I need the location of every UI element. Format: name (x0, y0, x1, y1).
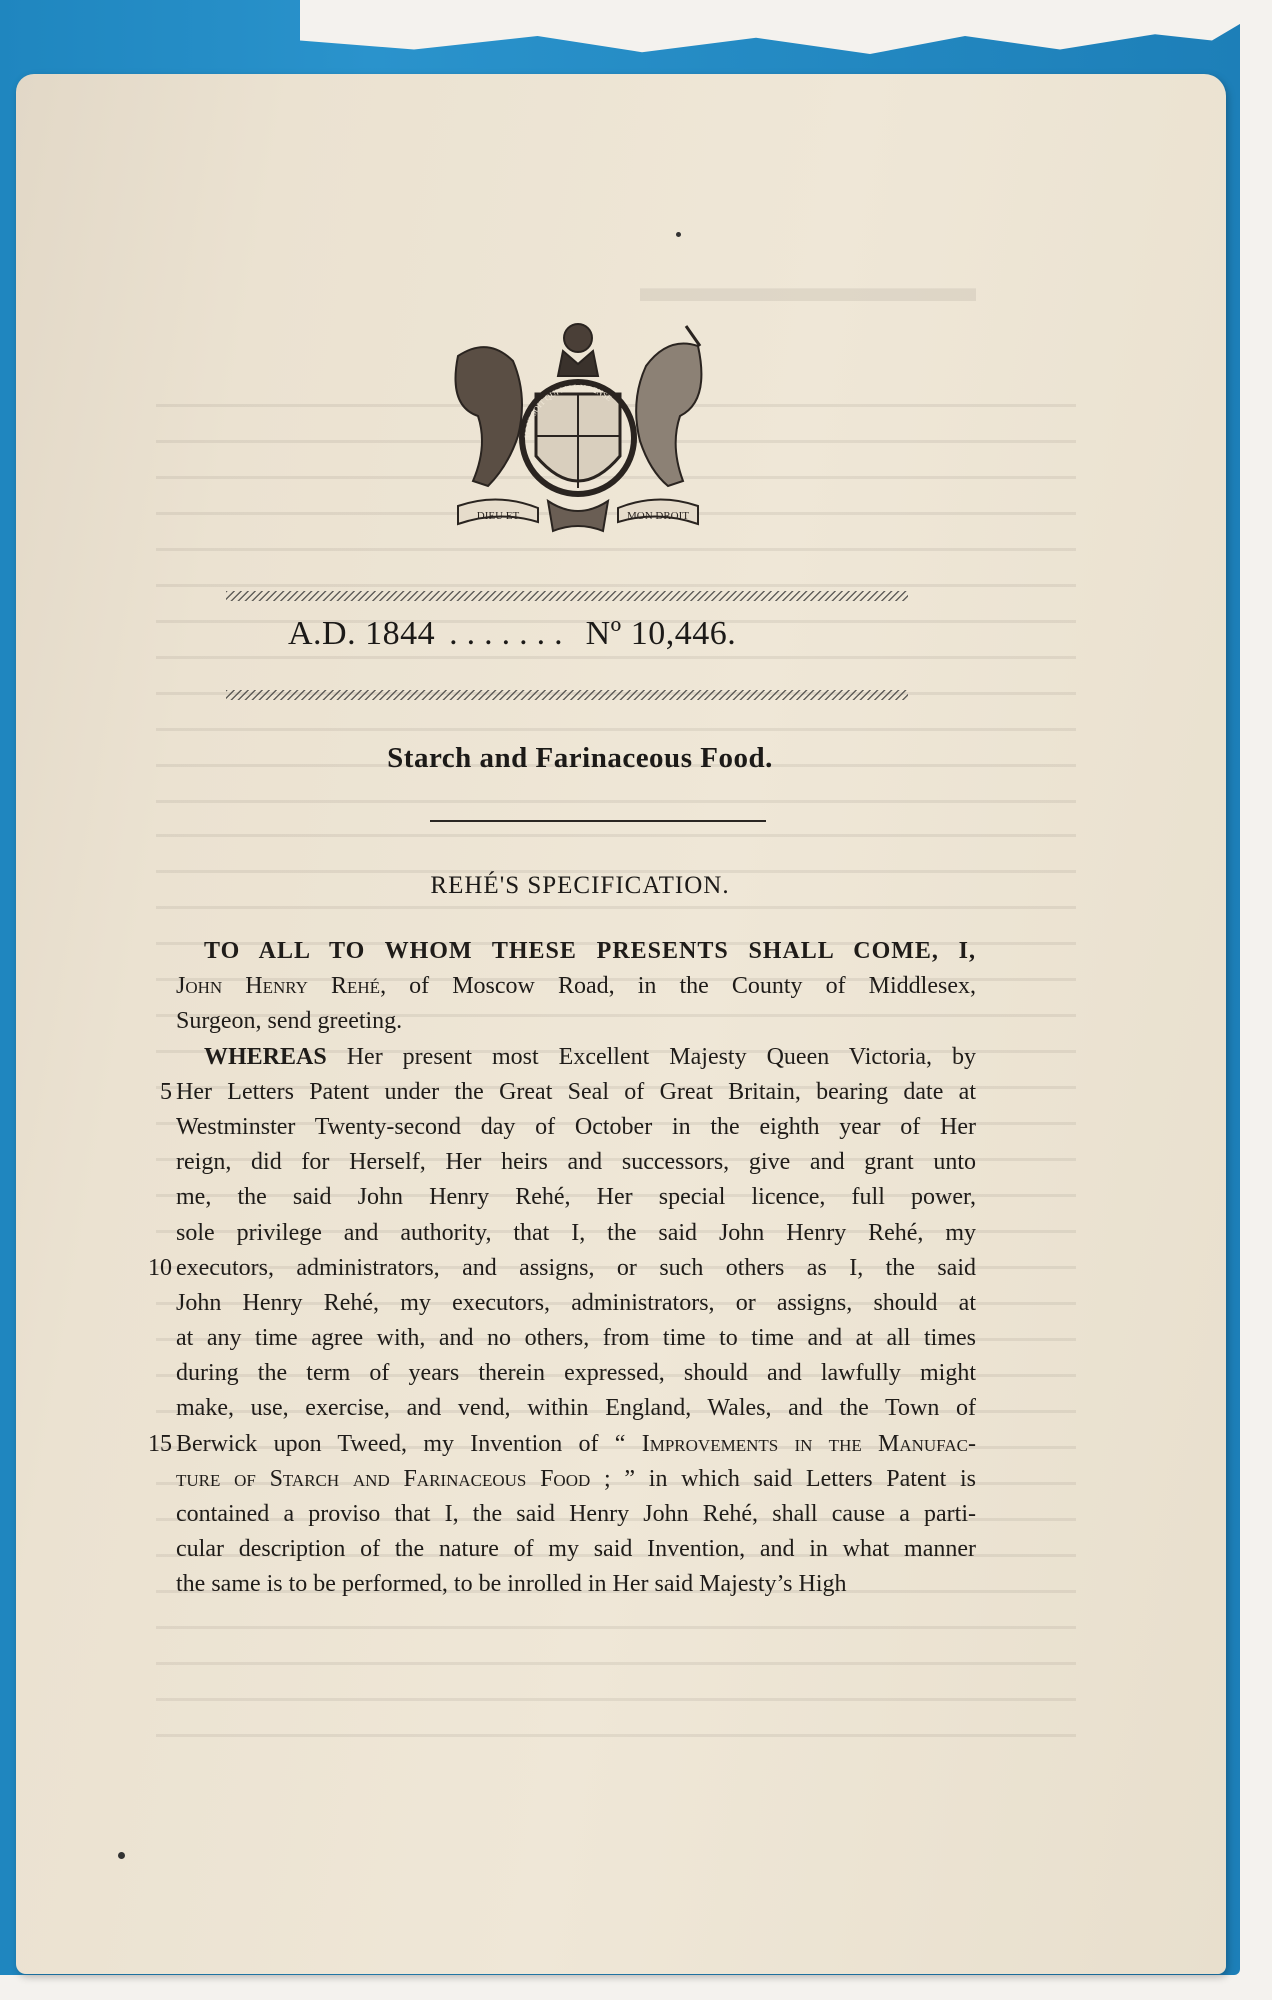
motto-right: MON DROIT (626, 510, 690, 522)
margin-line-number: 5 (160, 1078, 172, 1105)
margin-line-number: 15 (148, 1430, 172, 1457)
body-text (176, 934, 976, 1603)
text-line: sole privilege and authority, that I, the said John Henry Rehé, my (176, 1219, 976, 1246)
wavy-rule-bottom (226, 690, 908, 700)
garter-motto: HONI SOIT QUI MAL Y PENSE (522, 382, 614, 439)
text-line: ture of Starch and Farinaceous Food ; ” in which said Letters Patent is (176, 1465, 977, 1492)
text-line: TO ALL TO WHOM THESE PRESENTS SHALL COME, I, (204, 938, 976, 964)
text-line: during the term of years therein expressed, should and lawfully might (176, 1360, 976, 1387)
paper-speck (118, 1852, 125, 1859)
text-line: make, use, exercise, and vend, within England, Wales, and the Town of (176, 1395, 976, 1422)
royal-coat-of-arms (418, 316, 738, 534)
margin-line-number: 10 (148, 1254, 172, 1281)
text-line: executors, administrators, and assigns, or such others as I, the said (176, 1254, 976, 1281)
header-leader-dots: ....... (449, 615, 572, 652)
show-through-texture: ▬▬▬▬▬▬▬▬ (640, 265, 976, 311)
text-line: reign, did for Herself, Her heirs and successors, give and grant unto (176, 1149, 976, 1176)
motto-left: DIEU ET (476, 510, 520, 522)
title-rule (430, 820, 766, 822)
text-line: Berwick upon Tweed, my Invention of “ Improvements in the Manufac- (176, 1430, 976, 1457)
text-line: Surgeon, send greeting. (176, 1008, 403, 1035)
text-line: me, the said John Henry Rehé, Her special licence, full power, (176, 1184, 976, 1211)
text-line: Westminster Twenty-second day of October in the eighth year of Her (176, 1113, 976, 1140)
paper-speck (676, 232, 681, 237)
patent-number: Nº 10,446. (585, 615, 737, 652)
text-line: Her Letters Patent under the Great Seal of Great Britain, bearing date at (176, 1078, 976, 1105)
text-line: cular description of the nature of my said Invention, and in what manner (176, 1536, 976, 1563)
text-line: John Henry Rehé, my executors, administrators, or assigns, should at (176, 1289, 976, 1316)
text-line: contained a proviso that I, the said Henry John Rehé, shall cause a parti- (176, 1501, 976, 1527)
patent-year: A.D. 1844 (288, 615, 436, 652)
text-line: the same is to be performed, to be inrolled in Her said Majesty’s High (176, 1571, 847, 1598)
text-line: WHEREAS Her present most Excellent Majesty Queen Victoria, by (204, 1043, 976, 1070)
patent-header (288, 615, 988, 653)
text-line: at any time agree with, and no others, from time to time and at all times (176, 1325, 976, 1352)
text-line: John Henry Rehé, of Moscow Road, in the County of Middlesex, (176, 973, 976, 1000)
wavy-rule-top (226, 591, 908, 601)
document-title: Starch and Farinaceous Food. (387, 742, 773, 774)
specification-heading: REHÉ'S SPECIFICATION. (430, 872, 730, 899)
